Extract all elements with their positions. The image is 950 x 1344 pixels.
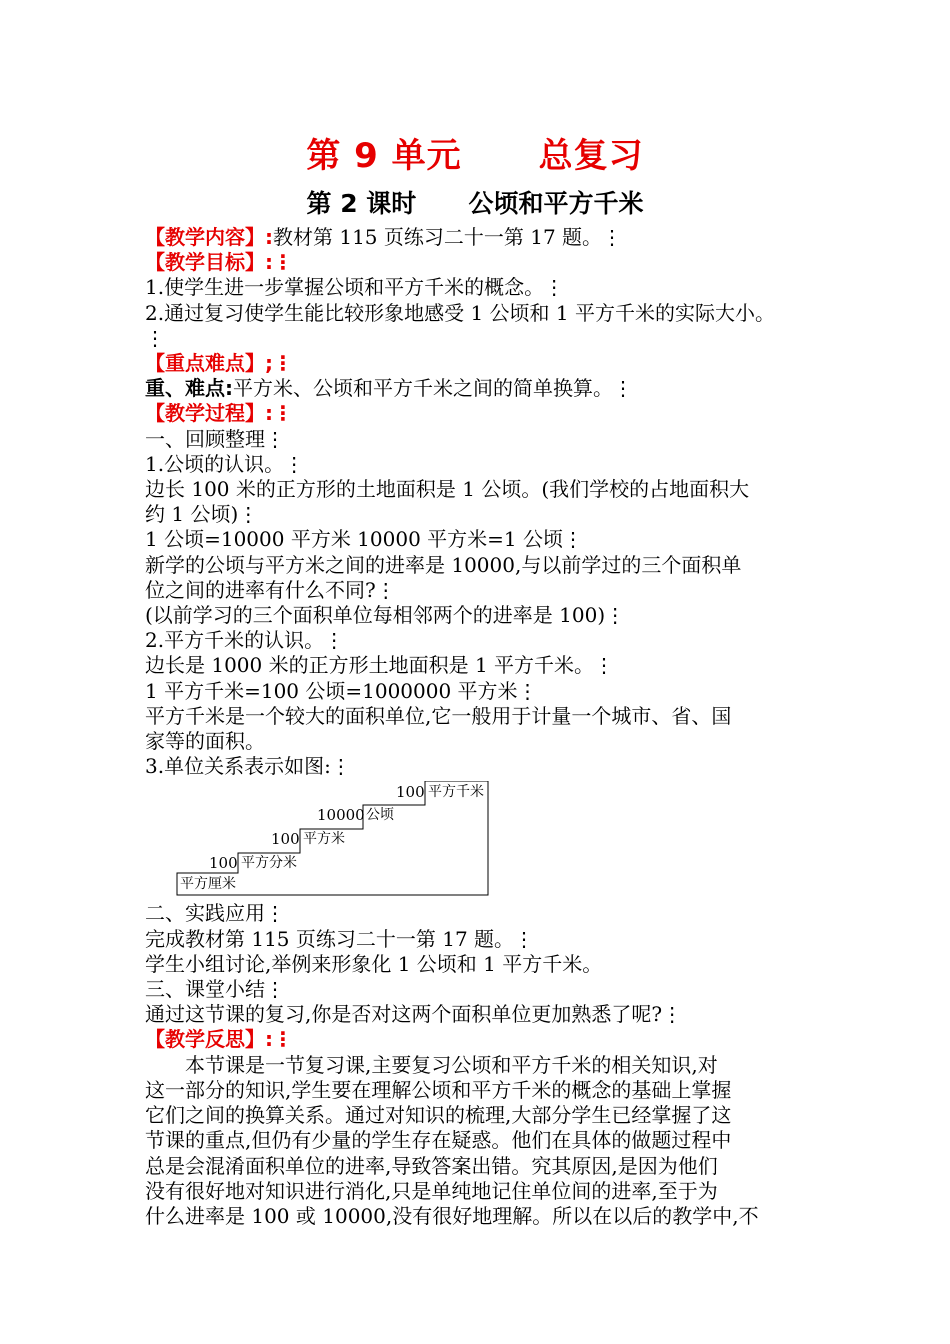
reflection-line: 这一部分的知识,学生要在理解公顷和平方千米的概念的基础上掌握 <box>145 1077 732 1102</box>
unit-staircase-diagram <box>145 781 810 899</box>
unit-label-dm2: 平方分米 <box>241 855 297 872</box>
practice-line: 通过这节课的复习,你是否对这两个面积单位更加熟悉了呢?⋮ <box>145 1002 683 1027</box>
reflection-line: 没有很好地对知识进行消化,只是单纯地记住单位间的进率,至于为 <box>145 1178 718 1203</box>
review-line: 2.平方千米的认识。⋮ <box>145 628 345 653</box>
practice-line: 完成教材第 115 页练习二十一第 17 题。⋮ <box>145 926 535 951</box>
rate-label: 100 <box>209 854 238 873</box>
content-label: 【教学内容】: <box>145 225 273 249</box>
reflection-line: 总是会混淆面积单位的进率,导致答案出错。究其原因,是因为他们 <box>145 1153 718 1178</box>
key-prefix: 重、难点: <box>145 376 233 401</box>
review-line: 新学的公顷与平方米之间的进率是 10000,与以前学过的三个面积单 <box>145 552 742 577</box>
review-line: 1 公顷=10000 平方米 10000 平方米=1 公顷⋮ <box>145 527 583 552</box>
review-line: 位之间的进率有什么不同?⋮ <box>145 577 396 602</box>
review-line: 一、回顾整理⋮ <box>145 426 285 451</box>
content-text: 教材第 115 页练习二十一第 17 题。⋮ <box>273 225 623 249</box>
rate-label: 100 <box>396 783 425 802</box>
unit-label-km2: 平方千米 <box>428 784 484 801</box>
unit-label-m2: 平方米 <box>303 831 345 848</box>
review-line: 约 1 公顷)⋮ <box>145 502 259 527</box>
review-line: 边长是 1000 米的正方形土地面积是 1 平方千米。⋮ <box>145 653 615 678</box>
reflection-line: 本节课是一节复习课,主要复习公顷和平方千米的相关知识,对 <box>185 1052 718 1077</box>
review-line: 家等的面积。 <box>145 729 265 754</box>
unit-label-hectare: 公顷 <box>366 807 394 824</box>
review-line: 1 平方千米=100 公顷=1000000 平方米⋮ <box>145 678 538 703</box>
teaching-content <box>145 225 810 250</box>
practice-line: 二、实践应用⋮ <box>145 901 285 926</box>
goal-item: ⋮ <box>145 325 165 350</box>
rate-label: 10000 <box>317 806 365 825</box>
rate-label: 100 <box>271 830 300 849</box>
unit-label-cm2: 平方厘米 <box>180 876 236 893</box>
goal-item: 2.通过复习使学生能比较形象地感受 1 公顷和 1 平方千米的实际大小。 <box>145 300 775 325</box>
reflection-line: 什么进率是 100 或 10000,没有很好地理解。所以在以后的教学中,不 <box>145 1203 759 1228</box>
goal-item: 1.使学生进一步掌握公顷和平方千米的概念。⋮ <box>145 275 565 300</box>
review-line: (以前学习的三个面积单位每相邻两个的进率是 100)⋮ <box>145 603 626 628</box>
practice-line: 三、课堂小结⋮ <box>145 977 285 1002</box>
review-line: 1.公顷的认识。⋮ <box>145 451 305 476</box>
lesson-title: 第 2 课时 公顷和平方千米 <box>306 189 644 218</box>
lesson-body <box>145 225 810 1229</box>
key-text: 平方米、公顷和平方千米之间的简单换算。⋮ <box>233 376 633 401</box>
goals-label: 【教学目标】:⋮ <box>145 250 293 275</box>
review-line: 平方千米是一个较大的面积单位,它一般用于计量一个城市、省、国 <box>145 703 732 728</box>
key-points <box>145 376 810 401</box>
reflection-label: 【教学反思】:⋮ <box>145 1027 293 1052</box>
process-label: 【教学过程】:⋮ <box>145 401 293 426</box>
reflection-line: 它们之间的换算关系。通过对知识的梳理,大部分学生已经掌握了这 <box>145 1103 732 1128</box>
review-line: 边长 100 米的正方形的土地面积是 1 公顷。(我们学校的占地面积大 <box>145 477 750 502</box>
practice-line: 学生小组讨论,举例来形象化 1 公顷和 1 平方千米。 <box>145 951 603 976</box>
review-line: 3.单位关系表示如图:⋮ <box>145 754 351 779</box>
unit-title: 第 9 单元 总复习 <box>306 136 644 176</box>
reflection-line: 节课的重点,但仍有少量的学生存在疑惑。他们在具体的做题过程中 <box>145 1128 732 1153</box>
key-points-label: 【重点难点】;⋮ <box>145 351 293 376</box>
